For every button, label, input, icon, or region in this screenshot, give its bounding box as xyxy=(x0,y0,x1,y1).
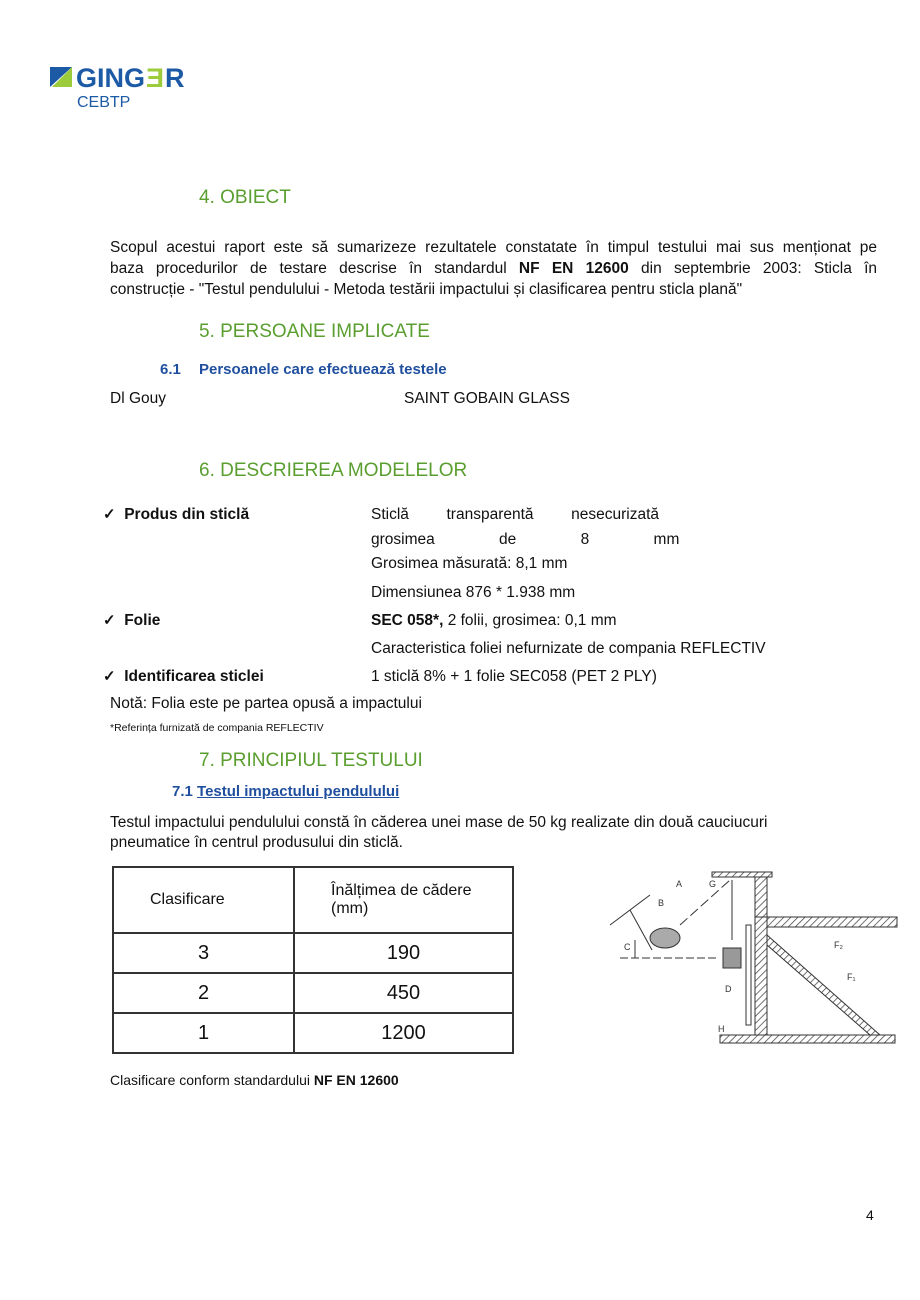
section-5-heading: 5. PERSOANE IMPLICATE xyxy=(199,321,430,342)
svg-text:A: A xyxy=(676,879,683,889)
section-6-heading: 6. DESCRIEREA MODELELOR xyxy=(199,460,468,481)
check-icon: ✓ xyxy=(103,506,116,523)
table-header: Clasificare xyxy=(113,867,294,933)
svg-text:Ǝ: Ǝ xyxy=(146,63,165,93)
table-row: 1 1200 xyxy=(113,1013,513,1053)
ginger-cebtp-logo xyxy=(50,63,220,118)
classification-table xyxy=(112,866,514,1054)
produs-line-2: grosimea de 8 mm xyxy=(371,531,680,548)
item-folie: ✓ Folie xyxy=(103,612,161,629)
person-name: Dl Gouy xyxy=(110,390,166,407)
svg-text:D: D xyxy=(725,984,732,994)
folie-line-2: Caracteristica foliei nefurnizate de compania REFLECTIV xyxy=(371,640,766,657)
svg-text:C: C xyxy=(624,942,631,952)
svg-text:B: B xyxy=(658,898,665,908)
svg-text:G: G xyxy=(709,879,717,889)
svg-text:R: R xyxy=(165,63,185,93)
item-produs: ✓ Produs din sticlă xyxy=(103,506,250,523)
svg-text:H: H xyxy=(718,1024,725,1034)
svg-text:CEBTP: CEBTP xyxy=(77,94,131,111)
produs-line-4: Dimensiunea 876 * 1.938 mm xyxy=(371,584,576,601)
footnote: *Referința furnizată de compania REFLECTIV xyxy=(110,722,324,734)
identificare-value: 1 sticlă 8% + 1 folie SEC058 (PET 2 PLY) xyxy=(371,668,657,685)
produs-line-1: Sticlă transparentă nesecurizată xyxy=(371,506,659,523)
page-number: 4 xyxy=(866,1207,874,1223)
svg-text:GING: GING xyxy=(76,63,146,93)
section-7-heading: 7. PRINCIPIUL TESTULUI xyxy=(199,750,423,771)
subsection-6-1-title: Persoanele care efectuează testele xyxy=(199,361,447,378)
person-company: SAINT GOBAIN GLASS xyxy=(404,390,570,407)
check-icon: ✓ xyxy=(103,612,116,629)
svg-text:F₁: F₁ xyxy=(847,972,856,982)
note: Notă: Folia este pe partea opusă a impactului xyxy=(110,695,422,712)
pendulum-test-link[interactable]: Testul impactului pendulului xyxy=(197,783,400,800)
section-7-paragraph-line-2: pneumatice în centrul produsului din sticlă. xyxy=(110,834,403,851)
subsection-7-1: 7.1 Testul impactului pendulului xyxy=(172,783,400,800)
table-caption: Clasificare conform standardului NF EN 12600 xyxy=(110,1072,399,1088)
svg-text:F₂: F₂ xyxy=(834,940,843,950)
logo-mark-icon xyxy=(50,63,220,113)
section-4-paragraph: Scopul acestui raport este să sumarizeze rezultatele constatate în timpul testului mai sus menționat pe baza procedurilor de testare descrise în standardul NF EN 12600 din septembrie 2003: Sticla în construcție - "Testul pendulului - Metoda testării impactului și clasificarea pentru sticla plană" xyxy=(110,239,878,298)
produs-line-3: Grosimea măsurată: 8,1 mm xyxy=(371,555,568,572)
table-row: 3 190 xyxy=(113,933,513,973)
item-identificare: ✓ Identificarea sticlei xyxy=(103,668,264,685)
subsection-6-1-number: 6.1 xyxy=(160,361,181,378)
table-header: Înălțimea de cădere (mm) xyxy=(294,867,513,933)
folie-value: SEC 058*, 2 folii, grosimea: 0,1 mm xyxy=(371,612,617,629)
check-icon: ✓ xyxy=(103,668,116,685)
table-row: 2 450 xyxy=(113,973,513,1013)
pendulum-diagram xyxy=(600,860,900,1060)
section-4-heading: 4. OBIECT xyxy=(199,187,291,208)
section-7-paragraph-line-1: Testul impactului pendulului constă în căderea unei mase de 50 kg realizate din două cauciucuri xyxy=(110,814,768,831)
